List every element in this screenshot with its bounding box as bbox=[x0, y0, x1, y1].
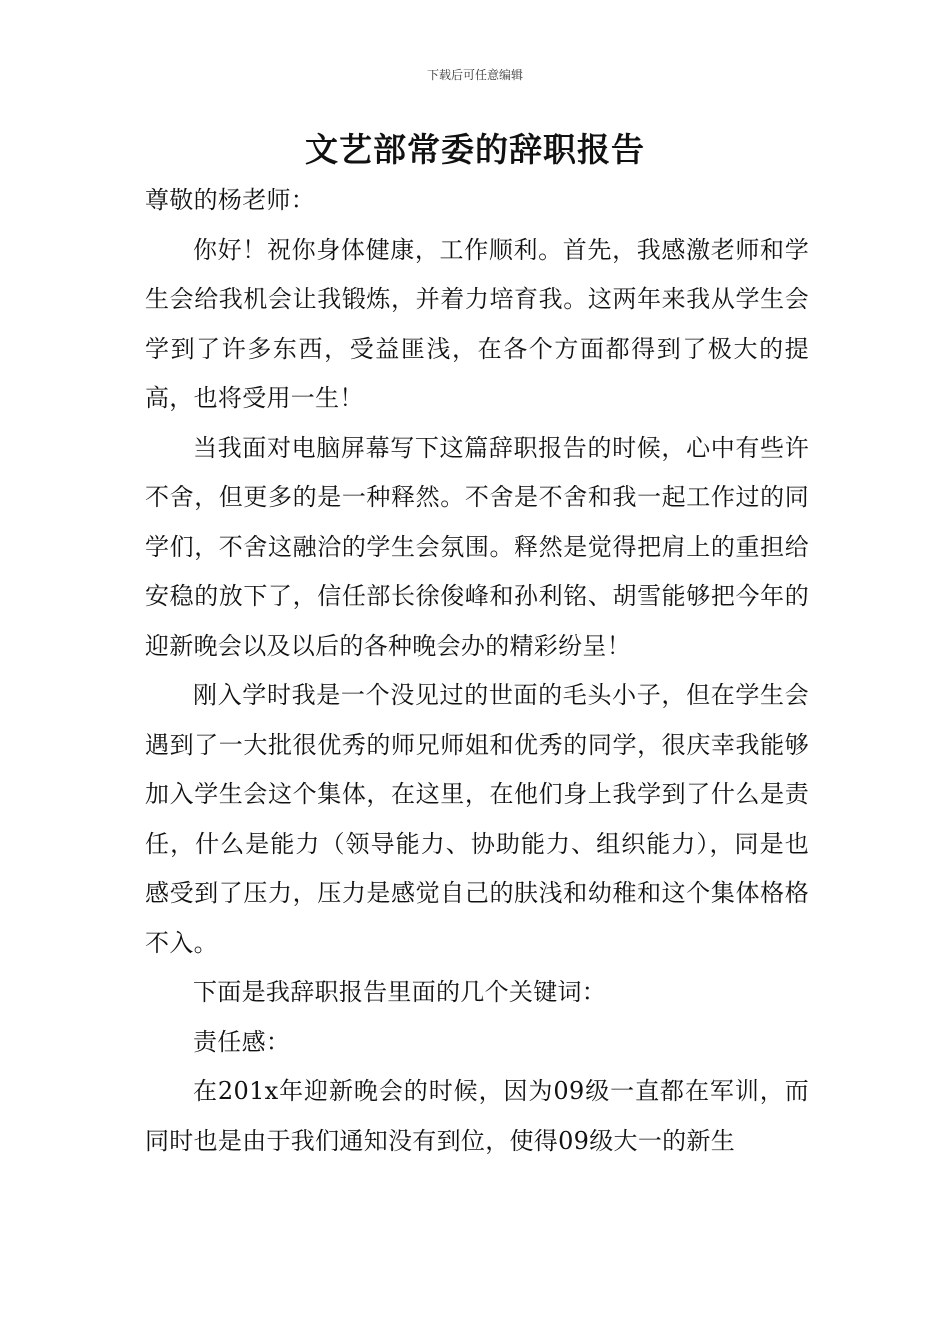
keyword-heading-responsibility: 责任感： bbox=[193, 1027, 291, 1056]
document-body bbox=[145, 176, 809, 1166]
paragraph-responsibility: 在201x年迎新晚会的时候，因为09级一直都在军训，而同时也是由于我们通知没有到位，使得09级大一的新生 bbox=[145, 1077, 809, 1155]
salutation: 尊敬的杨老师： bbox=[145, 186, 316, 214]
paragraph-experience: 刚入学时我是一个没见过的世面的毛头小子，但在学生会遇到了一大批很优秀的师兄师姐和优秀的同学，很庆幸我能够加入学生会这个集体，在这里，在他们身上我学到了什么是责任，什么是能力（领导能力、协助能力、组织能力），同是也感受到了压力，压力是感觉自己的肤浅和幼稚和这个集体格格不入。 bbox=[145, 681, 809, 957]
paragraph-keywords-intro: 下面是我辞职报告里面的几个关键词： bbox=[193, 978, 607, 1006]
header-note: 下载后可任意编辑 bbox=[426, 68, 523, 82]
document-title: 文艺部常委的辞职报告 bbox=[305, 130, 645, 169]
paragraph-greeting: 你好！祝你身体健康，工作顺利。首先，我感激老师和学生会给我机会让我锻炼，并着力培育我。这两年来我从学生会学到了许多东西，受益匪浅，在各个方面都得到了极大的提高，也将受用一生！ bbox=[145, 235, 809, 412]
paragraph-resignation-feelings: 当我面对电脑屏幕写下这篇辞职报告的时候，心中有些许不舍，但更多的是一种释然。不舍是不舍和我一起工作过的同学们，不舍这融洽的学生会氛围。释然是觉得把肩上的重担给安稳的放下了，信任部长徐俊峰和孙利铭、胡雪能够把今年的迎新晚会以及以后的各种晚会办的精彩纷呈！ bbox=[145, 433, 809, 660]
